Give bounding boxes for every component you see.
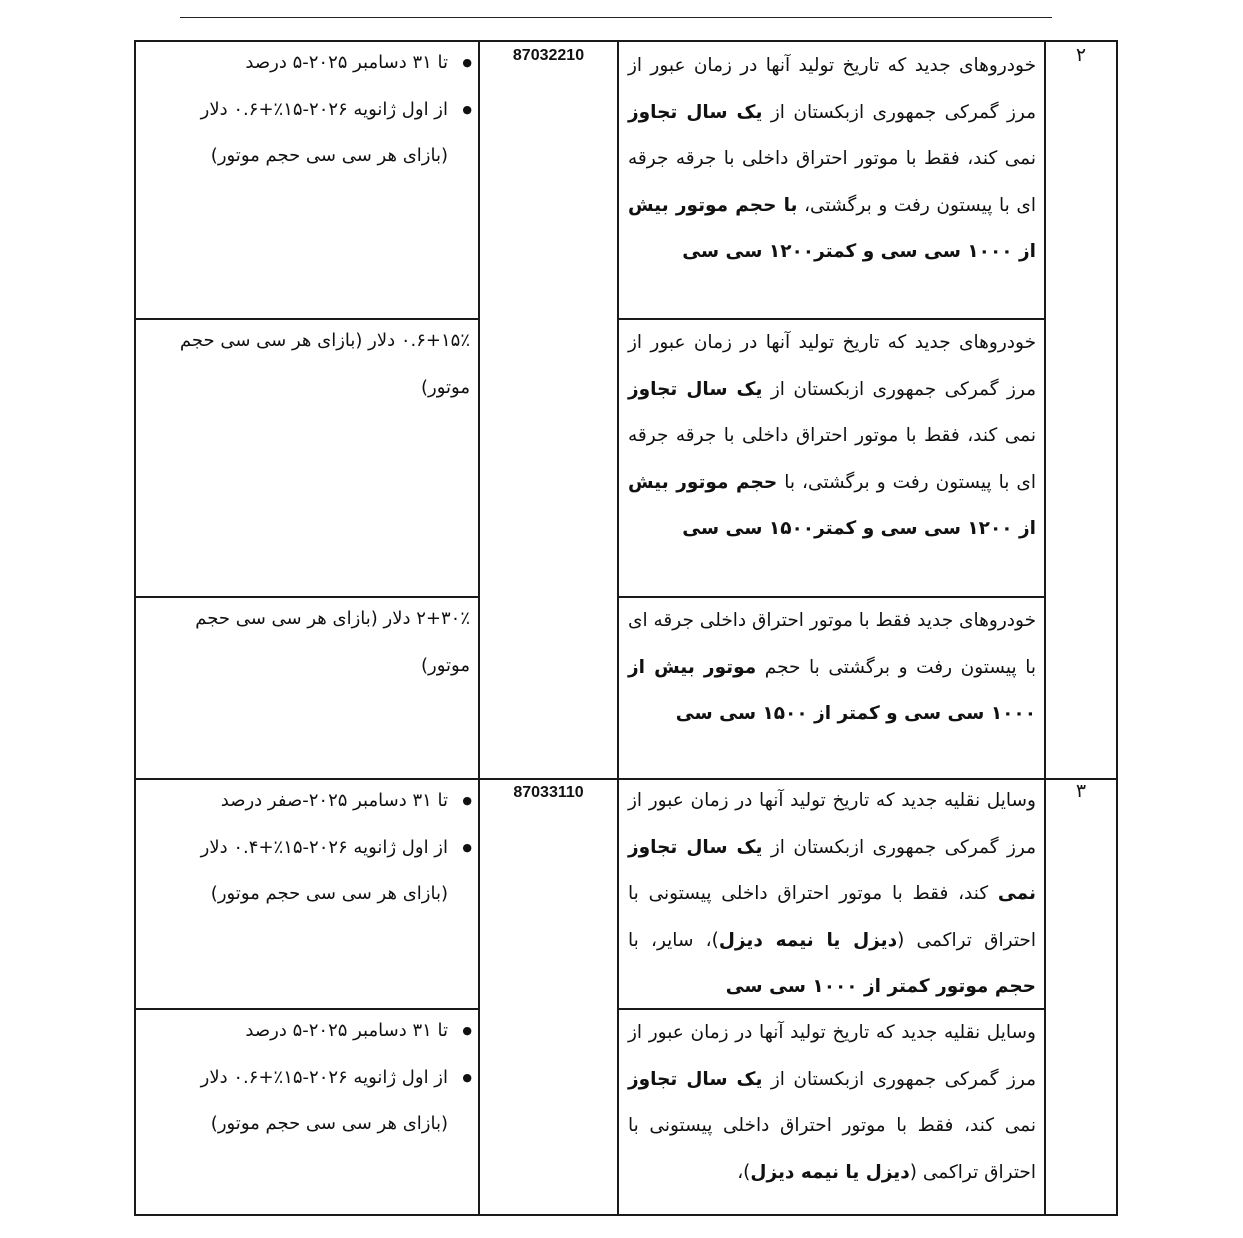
tariff-bullet-item: ● از اول ژانویه ۲۰۲۶-۱۵٪+۰.۴ دلار (بازای هر سی سی حجم موتور) <box>170 825 448 918</box>
description-text: خودروهای جدید فقط با موتور احتراق داخلی جرقه ای با پیستون رفت و برگشتی با حجم <box>628 610 1036 678</box>
description-bold-text: یک سال تجاوز نمی <box>628 836 1036 904</box>
description-text: نمی کند، فقط با موتور احتراق داخلی با جرقه جرقه ای با پیستون رفت و برگشتی، با <box>628 425 1037 493</box>
description-cell <box>628 778 1036 1011</box>
description-bold-text: دیزل یا نیمه دیزل <box>718 929 898 951</box>
tariff-text: ۳۰٪+۲ دلار (بازای هر سی سی حجم موتور) <box>195 608 470 676</box>
description-bold-text: با حجم موتور بیش از ۱۰۰۰ سی سی و کمتر۱۲۰۰ سی سی <box>628 194 1036 262</box>
description-text: خودروهای جدید که تاریخ تولید آنها در زمان عبور از مرز گمرکی جمهوری ازبکستان از <box>628 332 1037 400</box>
tariff-bullet-list <box>170 40 470 180</box>
description-bold-text: حجم موتور بیش از ۱۲۰۰ سی سی و کمتر۱۵۰۰ سی سی <box>628 471 1036 539</box>
description-text: کند، فقط با موتور احتراق داخلی پیستونی با احتراق تراکمی ( <box>628 883 1036 951</box>
description-bold-text: موتور بیش از ۱۰۰۰ سی سی و کمتر از ۱۵۰۰ سی سی <box>628 656 1036 724</box>
tariff-bullet-list <box>170 1008 470 1148</box>
description-text: وسایل نقلیه جدید که تاریخ تولید آنها در زمان عبور از مرز گمرکی جمهوری ازبکستان از <box>628 790 1037 858</box>
tariff-cell <box>170 778 470 918</box>
tariff-bullet-list <box>170 778 470 918</box>
description-bold-text: یک سال تجاوز <box>628 1068 763 1090</box>
tariff-cell <box>170 318 470 411</box>
tariff-cell <box>170 40 470 180</box>
hs-code: 87032210 <box>512 47 585 64</box>
tariff-bullet-item: ● از اول ژانویه ۲۰۲۶-۱۵٪+۰.۶ دلار (بازای هر سی سی حجم موتور) <box>170 1055 448 1148</box>
table-border-left <box>134 40 136 1216</box>
row-number: ۳ <box>1075 780 1087 802</box>
description-text: )، سایر، با <box>628 929 719 951</box>
tariff-text: ۱۵٪+۰.۶ دلار (بازای هر سی سی حجم موتور) <box>179 330 470 398</box>
row-number: ۲ <box>1075 44 1087 66</box>
table-border-right <box>1116 40 1118 1216</box>
tariff-bullet-item: ● تا ۳۱ دسامبر ۲۰۲۵-۵ درصد <box>170 40 448 87</box>
description-bold-text: دیزل یا نیمه دیزل <box>750 1161 910 1183</box>
description-cell <box>628 1010 1036 1196</box>
description-text: نمی کند، فقط با موتور احتراق داخلی پیستونی با احتراق تراکمی ( <box>628 1115 1036 1183</box>
description-cell <box>628 43 1036 276</box>
description-text: خودروهای جدید که تاریخ تولید آنها در زمان عبور از مرز گمرکی جمهوری ازبکستان از <box>628 55 1037 123</box>
col-sep-tariff-code <box>478 40 480 1216</box>
tariff-bullet-item: ● از اول ژانویه ۲۰۲۶-۱۵٪+۰.۶ دلار (بازای هر سی سی حجم موتور) <box>170 87 448 180</box>
col-sep-code-desc <box>617 40 619 1216</box>
tariff-cell <box>150 596 470 689</box>
hs-code: 87033110 <box>513 784 584 801</box>
description-text: )، <box>737 1161 751 1183</box>
description-bold-text: یک سال تجاوز <box>628 101 763 123</box>
table-border-bottom <box>134 1214 1118 1216</box>
tariff-bullet-item: ● تا ۳۱ دسامبر ۲۰۲۵-صفر درصد <box>170 778 448 825</box>
description-cell <box>628 598 1036 738</box>
tariff-cell <box>170 1008 470 1148</box>
description-bold-text: حجم موتور کمتر از ۱۰۰۰ سی سی <box>725 976 1036 997</box>
description-text: نمی کند، فقط با موتور احتراق داخلی با جرقه جرقه ای با پیستون رفت و برگشتی، <box>628 148 1036 216</box>
tariff-bullet-item: ● تا ۳۱ دسامبر ۲۰۲۵-۵ درصد <box>170 1008 448 1055</box>
description-cell <box>628 320 1036 553</box>
col-sep-desc-num <box>1044 40 1046 1216</box>
description-text: وسایل نقلیه جدید که تاریخ تولید آنها در زمان عبور از مرز گمرکی جمهوری ازبکستان از <box>628 1022 1037 1090</box>
description-bold-text: یک سال تجاوز <box>628 378 763 400</box>
